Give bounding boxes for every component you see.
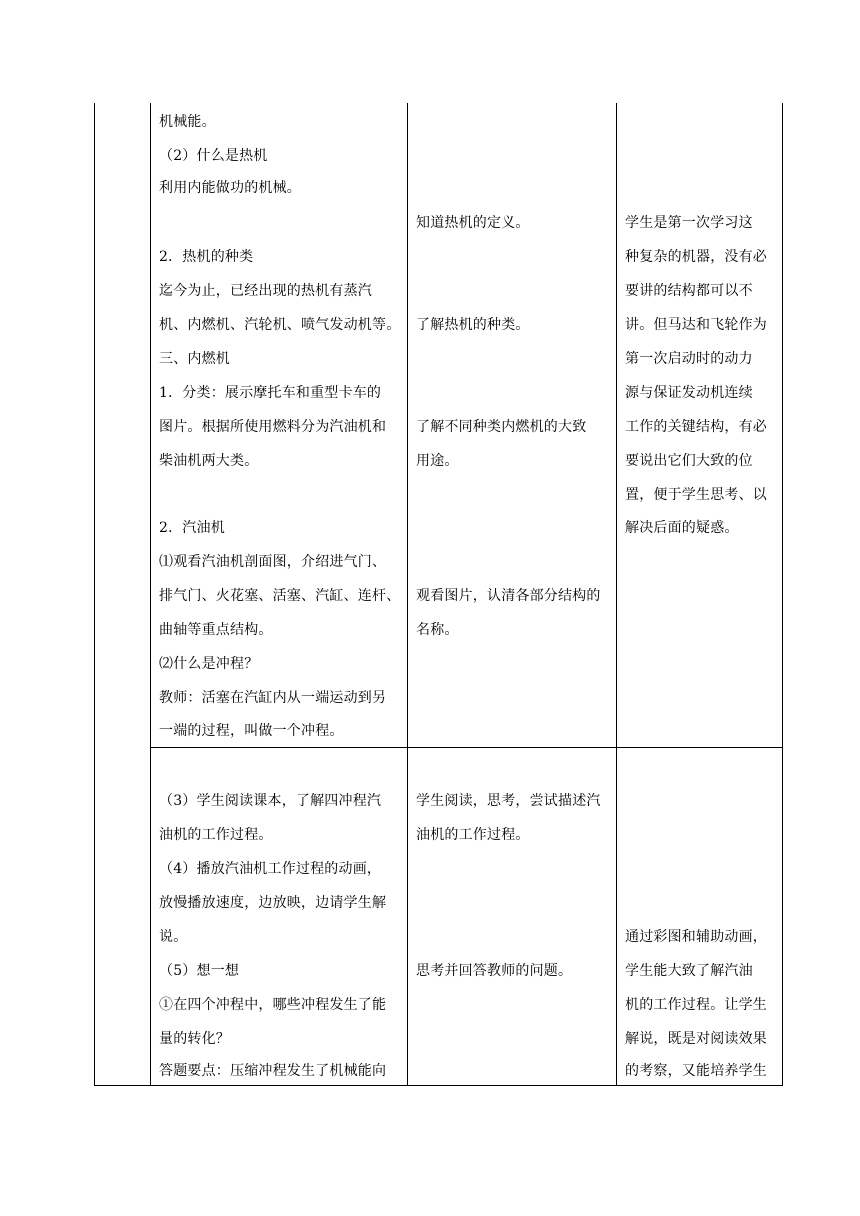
cell-text-line: 讲。但马达和飞轮作为	[625, 317, 767, 333]
cell-text-line: 了解不同种类内燃机的大致	[416, 419, 587, 435]
cell-text-line: 机的工作过程。让学生	[625, 997, 767, 1013]
cell-text-line: 学生阅读，思考，尝试描述汽	[416, 793, 601, 809]
cell-text-line: 答题要点：压缩冲程发生了机械能向	[159, 1063, 387, 1079]
cell-text-line: 2．热机的种类	[159, 249, 254, 265]
cell-text-line: 工作的关键结构，有必	[625, 419, 767, 435]
cell-text-line: 油机的工作过程。	[159, 827, 273, 843]
cell-text-line: 曲轴等重点结构。	[159, 622, 273, 638]
cell-text-line: 用途。	[416, 453, 459, 469]
cell-text-line: 机械能。	[159, 114, 216, 130]
cell-text-line: 一端的过程，叫做一个冲程。	[159, 723, 344, 739]
cell-text-line: 观看图片，认清各部分结构的	[416, 588, 601, 604]
cell-text-line: 三、内燃机	[159, 351, 230, 367]
cell-text-line: （3）学生阅读课本，了解四冲程汽	[159, 793, 382, 809]
cell-text-line: 的考察，又能培养学生	[625, 1063, 767, 1079]
cell-text-line: （5）想一想	[159, 963, 240, 979]
cell-text-line: 说。	[159, 929, 188, 945]
cell-text-line: 油机的工作过程。	[416, 827, 530, 843]
cell-text-line: 思考并回答教师的问题。	[416, 963, 573, 979]
cell-text-line: 学生是第一次学习这	[625, 215, 753, 231]
cell-text-line: 1．分类：展示摩托车和重型卡车的	[159, 385, 382, 401]
table-border-right	[782, 103, 783, 1086]
cell-text-line: 了解热机的种类。	[416, 317, 530, 333]
cell-text-line: 要讲的结构都可以不	[625, 283, 753, 299]
cell-text-line: 利用内能做功的机械。	[159, 180, 301, 196]
cell-text-line: 通过彩图和辅助动画，	[625, 929, 767, 945]
cell-text-line: 解说，既是对阅读效果	[625, 1031, 767, 1047]
cell-text-line: 2．汽油机	[159, 520, 225, 536]
table-border-bottom	[94, 1085, 783, 1086]
cell-text-line: 源与保证发动机连续	[625, 385, 753, 401]
cell-text-line: 量的转化？	[159, 1031, 230, 1047]
table-row-divider	[150, 747, 783, 748]
cell-text-line: 名称。	[416, 622, 459, 638]
cell-text-line: 迄今为止，已经出现的热机有蒸汽	[159, 283, 372, 299]
cell-text-line: 解决后面的疑惑。	[625, 520, 739, 536]
cell-text-line: （4）播放汽油机工作过程的动画，	[159, 861, 382, 877]
cell-text-line: 柴油机两大类。	[159, 453, 259, 469]
table-column-divider-2	[407, 103, 408, 1086]
cell-text-line: 教师：活塞在汽缸内从一端运动到另	[159, 690, 387, 706]
table-column-divider-1	[150, 103, 151, 1086]
table-column-divider-3	[616, 103, 617, 1086]
cell-text-line: ①在四个冲程中，哪些冲程发生了能	[159, 997, 387, 1013]
cell-text-line: 图片。根据所使用燃料分为汽油机和	[159, 419, 387, 435]
table-border-left	[94, 103, 95, 1086]
cell-text-line: 学生能大致了解汽油	[625, 963, 753, 979]
cell-text-line: （2）什么是热机	[159, 148, 268, 164]
cell-text-line: 放慢播放速度，边放映，边请学生解	[159, 895, 387, 911]
cell-text-line: 种复杂的机器，没有必	[625, 249, 767, 265]
cell-text-line: 知道热机的定义。	[416, 215, 530, 231]
cell-text-line: ⑴观看汽油机剖面图，介绍进气门、	[159, 554, 387, 570]
cell-text-line: 第一次启动时的动力	[625, 351, 753, 367]
cell-text-line: ⑵什么是冲程？	[159, 656, 259, 672]
cell-text-line: 置，便于学生思考、以	[625, 487, 767, 503]
cell-text-line: 机、内燃机、汽轮机、喷气发动机等。	[159, 317, 401, 333]
cell-text-line: 排气门、火花塞、活塞、汽缸、连杆、	[159, 588, 401, 604]
cell-text-line: 要说出它们大致的位	[625, 453, 753, 469]
